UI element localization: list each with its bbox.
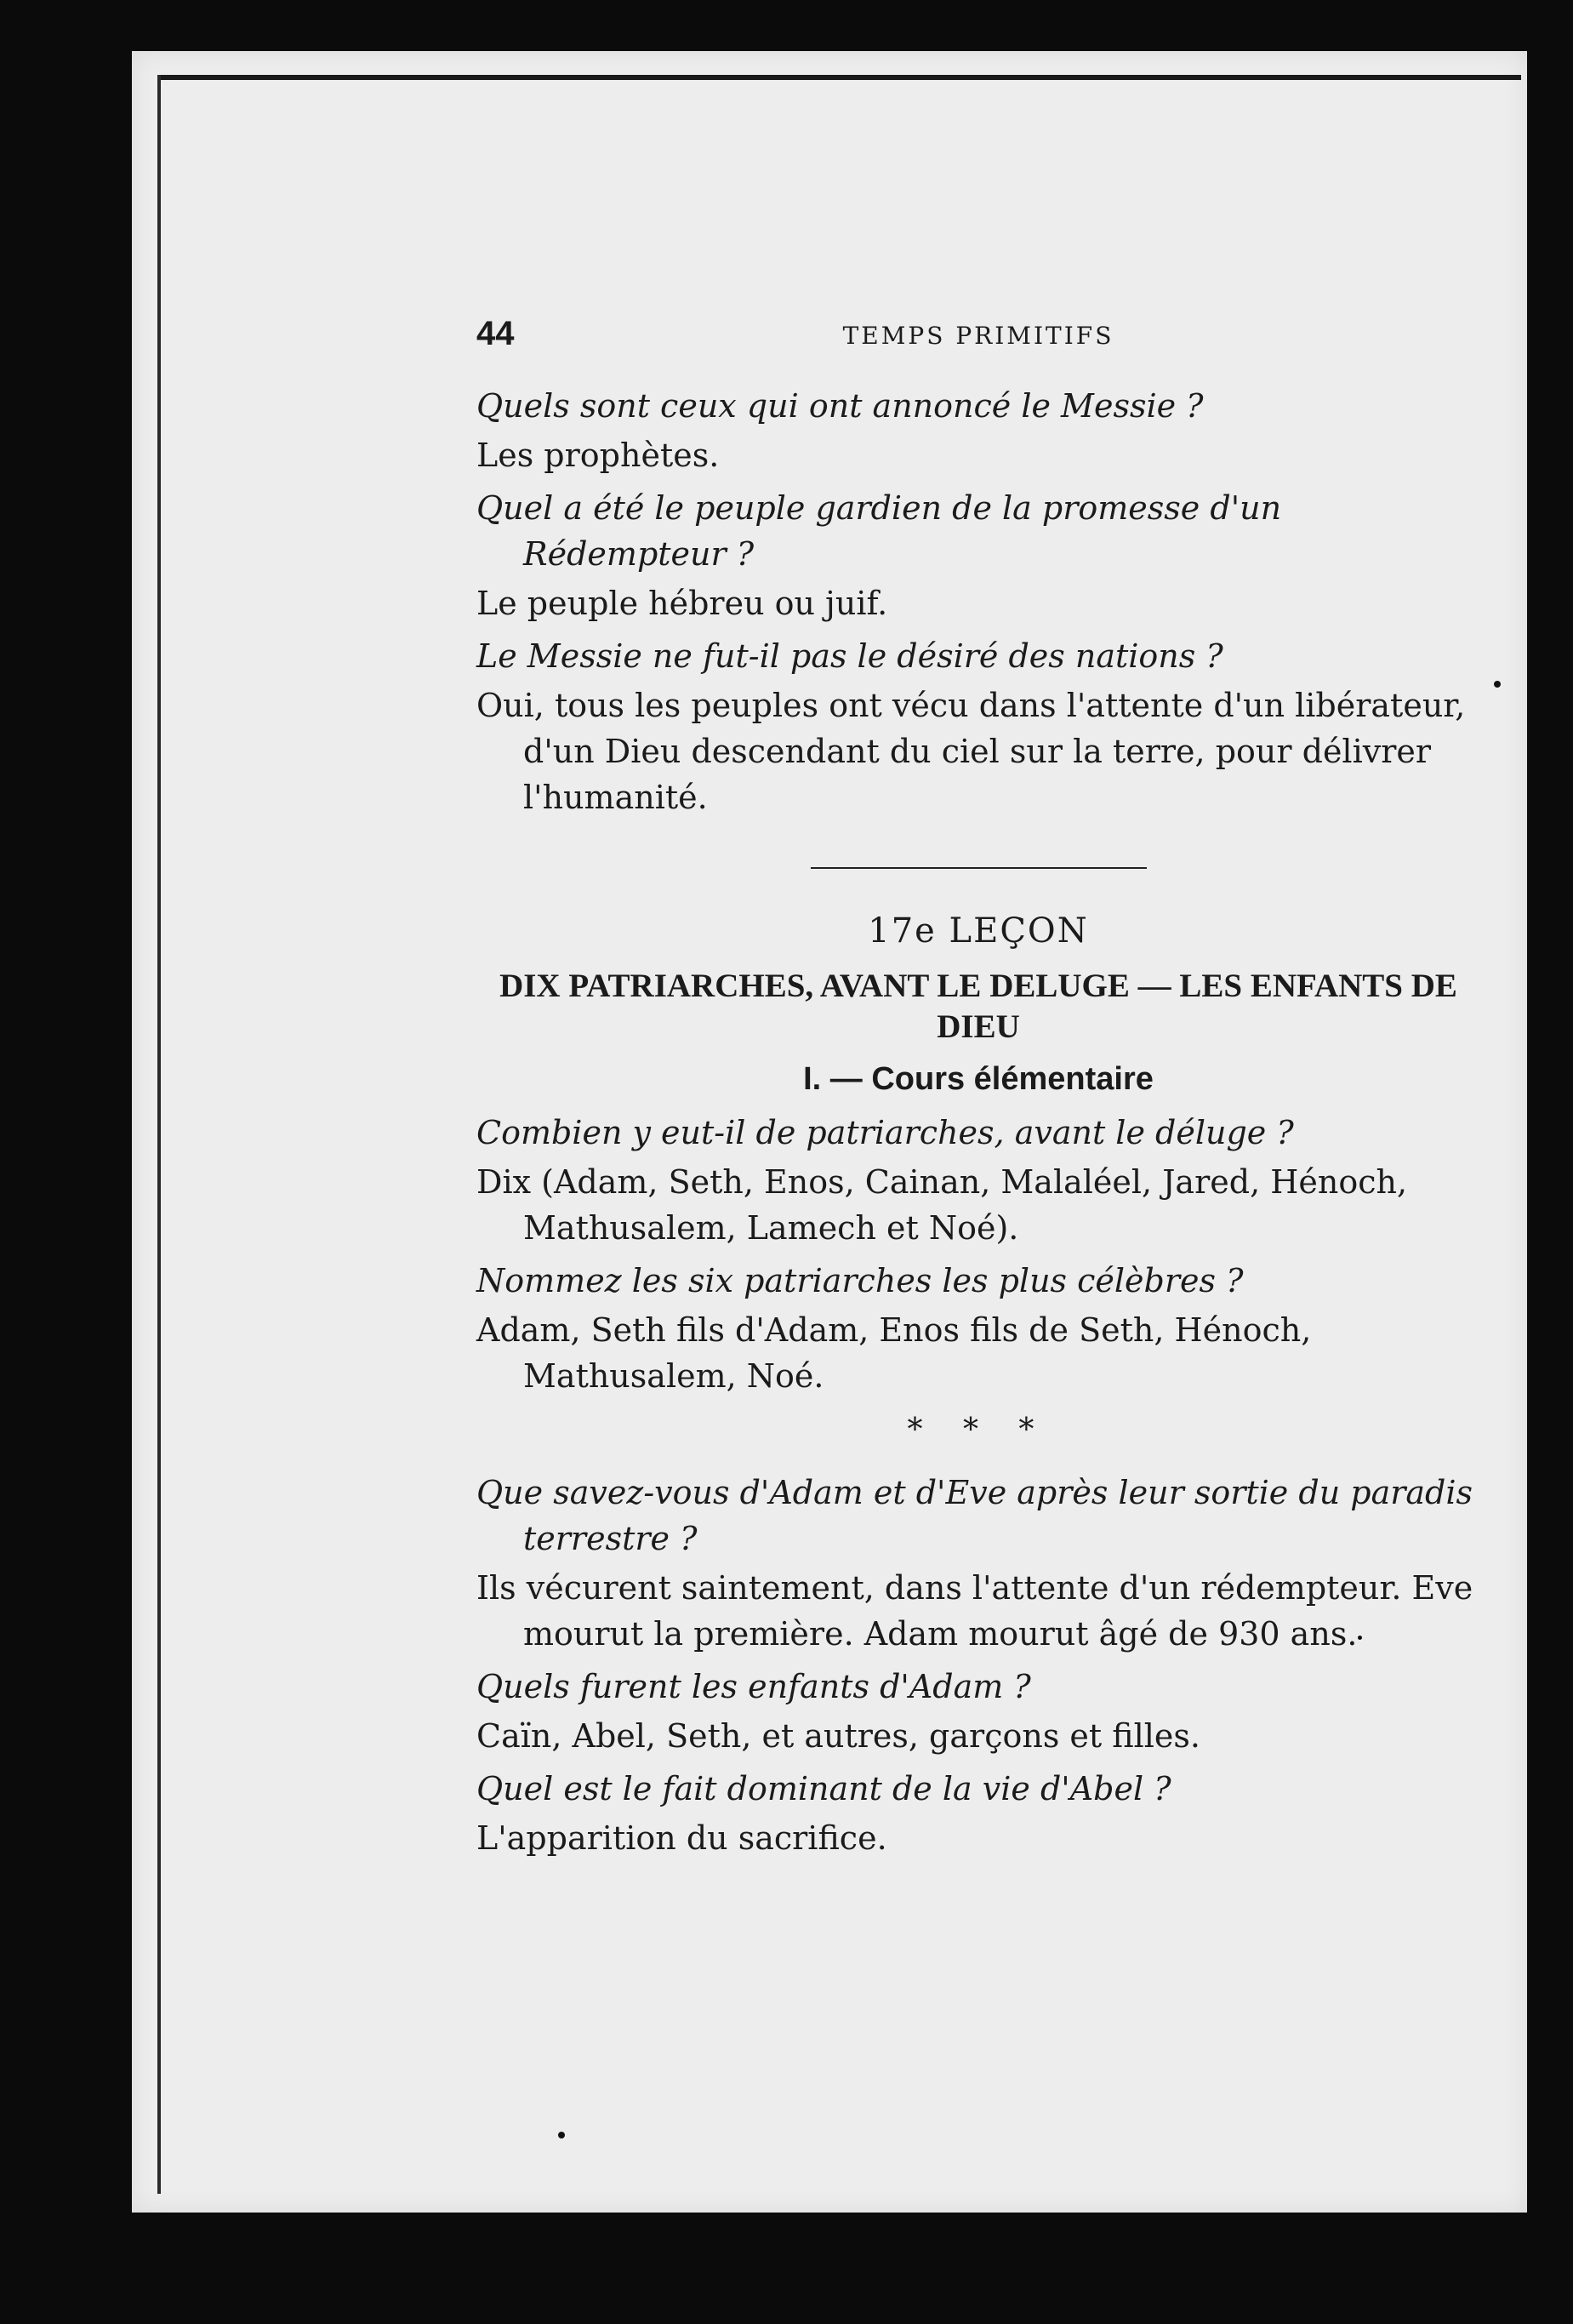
scan-speck xyxy=(558,2132,565,2138)
section-qa xyxy=(476,1110,1480,1399)
lesson-number: 17e LEÇON xyxy=(868,911,1089,951)
answer: L'apparition du sacrifice. xyxy=(476,1819,887,1857)
asterism-separator: * * * xyxy=(907,1413,1050,1448)
answer: Adam, Seth fils d'Adam, Enos fils de Seth, Hénoch, Mathusalem, Noé. xyxy=(476,1311,1312,1395)
question: Quel a été le peuple gardien de la promesse d'un Rédempteur ? xyxy=(476,489,1282,573)
section-title: I. — Cours élémentaire xyxy=(803,1061,1154,1097)
question: Quel est le fait dominant de la vie d'Abel ? xyxy=(476,1770,1171,1807)
lesson-title: DIX PATRIARCHES, AVANT LE DELUGE — LES ENFANTS DE DIEU xyxy=(499,968,1457,1045)
answer: Le peuple hébreu ou juif. xyxy=(476,585,888,622)
question: Quels sont ceux qui ont annoncé le Messie ? xyxy=(476,387,1204,425)
running-head xyxy=(476,315,1480,366)
question: Quels furent les enfants d'Adam ? xyxy=(476,1668,1031,1705)
answer: Les prophètes. xyxy=(476,437,720,474)
question: Combien y eut-il de patriarches, avant le déluge ? xyxy=(476,1114,1294,1151)
answer: Ils vécurent saintement, dans l'attente d'un rédempteur. Eve mourut la première. Adam mourut âgé de 930 ans. xyxy=(476,1569,1473,1653)
question: Nommez les six patriarches les plus célèbres ? xyxy=(476,1262,1244,1299)
page-number: 44 xyxy=(476,315,515,352)
page-left-edge xyxy=(157,75,161,2194)
answer: Dix (Adam, Seth, Enos, Cainan, Malaléel, Jared, Hénoch, Mathusalem, Lamech et Noé). xyxy=(476,1163,1408,1247)
question: Que savez-vous d'Adam et d'Eve après leur sortie du paradis terrestre ? xyxy=(476,1474,1473,1557)
scan-speck xyxy=(1494,681,1501,688)
later-qa xyxy=(476,1470,1480,1861)
question: Le Messie ne fut-il pas le désiré des nations ? xyxy=(476,637,1223,675)
page-top-rule xyxy=(160,75,1521,80)
page-content xyxy=(476,315,1480,1861)
running-title: TEMPS PRIMITIFS xyxy=(842,322,1114,350)
answer: Oui, tous les peuples ont vécu dans l'attente d'un libérateur, d'un Dieu descendant du ciel sur la terre, pour délivrer l'humanité. xyxy=(476,687,1466,816)
answer: Caïn, Abel, Seth, et autres, garçons et filles. xyxy=(476,1717,1200,1755)
section-divider xyxy=(811,867,1147,869)
intro-qa xyxy=(476,383,1480,820)
